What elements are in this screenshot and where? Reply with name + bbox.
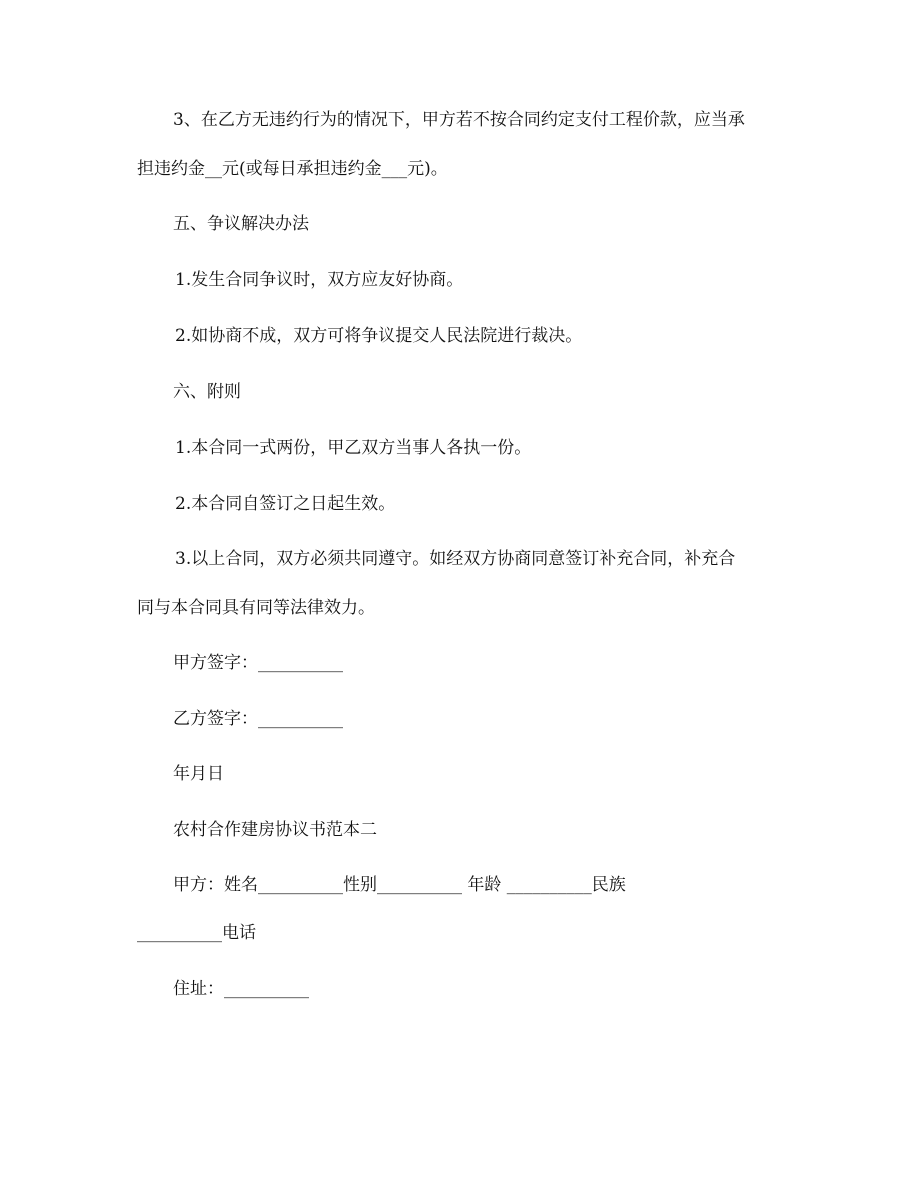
party-a-info-line-2: __________电话 bbox=[137, 923, 256, 943]
sample-two-title: 农村合作建房协议书范本二 bbox=[173, 820, 377, 840]
clause-3-penalty-line-1: 3、在乙方无违约行为的情况下，甲方若不按合同约定支付工程价款，应当承 bbox=[173, 110, 745, 130]
clause-3-penalty-line-2: 担违约金__元(或每日承担违约金___元)。 bbox=[137, 159, 448, 179]
party-a-info-line-1: 甲方：姓名__________性别__________ 年龄 __________民族 bbox=[173, 875, 626, 895]
section-6-item-2: 2.本合同自签订之日起生效。 bbox=[175, 494, 396, 514]
section-6-heading: 六、附则 bbox=[173, 382, 241, 402]
party-a-signature: 甲方签字：__________ bbox=[173, 653, 343, 673]
section-5-item-1: 1.发生合同争议时，双方应友好协商。 bbox=[175, 270, 464, 290]
date-line: 年月日 bbox=[173, 764, 224, 784]
section-6-item-3-line-2: 同与本合同具有同等法律效力。 bbox=[137, 598, 375, 618]
address-line: 住址：__________ bbox=[173, 979, 309, 999]
section-5-item-2: 2.如协商不成，双方可将争议提交人民法院进行裁决。 bbox=[175, 326, 583, 346]
section-5-heading: 五、争议解决办法 bbox=[173, 214, 309, 234]
section-6-item-1: 1.本合同一式两份，甲乙双方当事人各执一份。 bbox=[175, 438, 532, 458]
section-6-item-3-line-1: 3.以上合同，双方必须共同遵守。如经双方协商同意签订补充合同，补充合 bbox=[175, 549, 736, 569]
party-b-signature: 乙方签字：__________ bbox=[173, 709, 343, 729]
